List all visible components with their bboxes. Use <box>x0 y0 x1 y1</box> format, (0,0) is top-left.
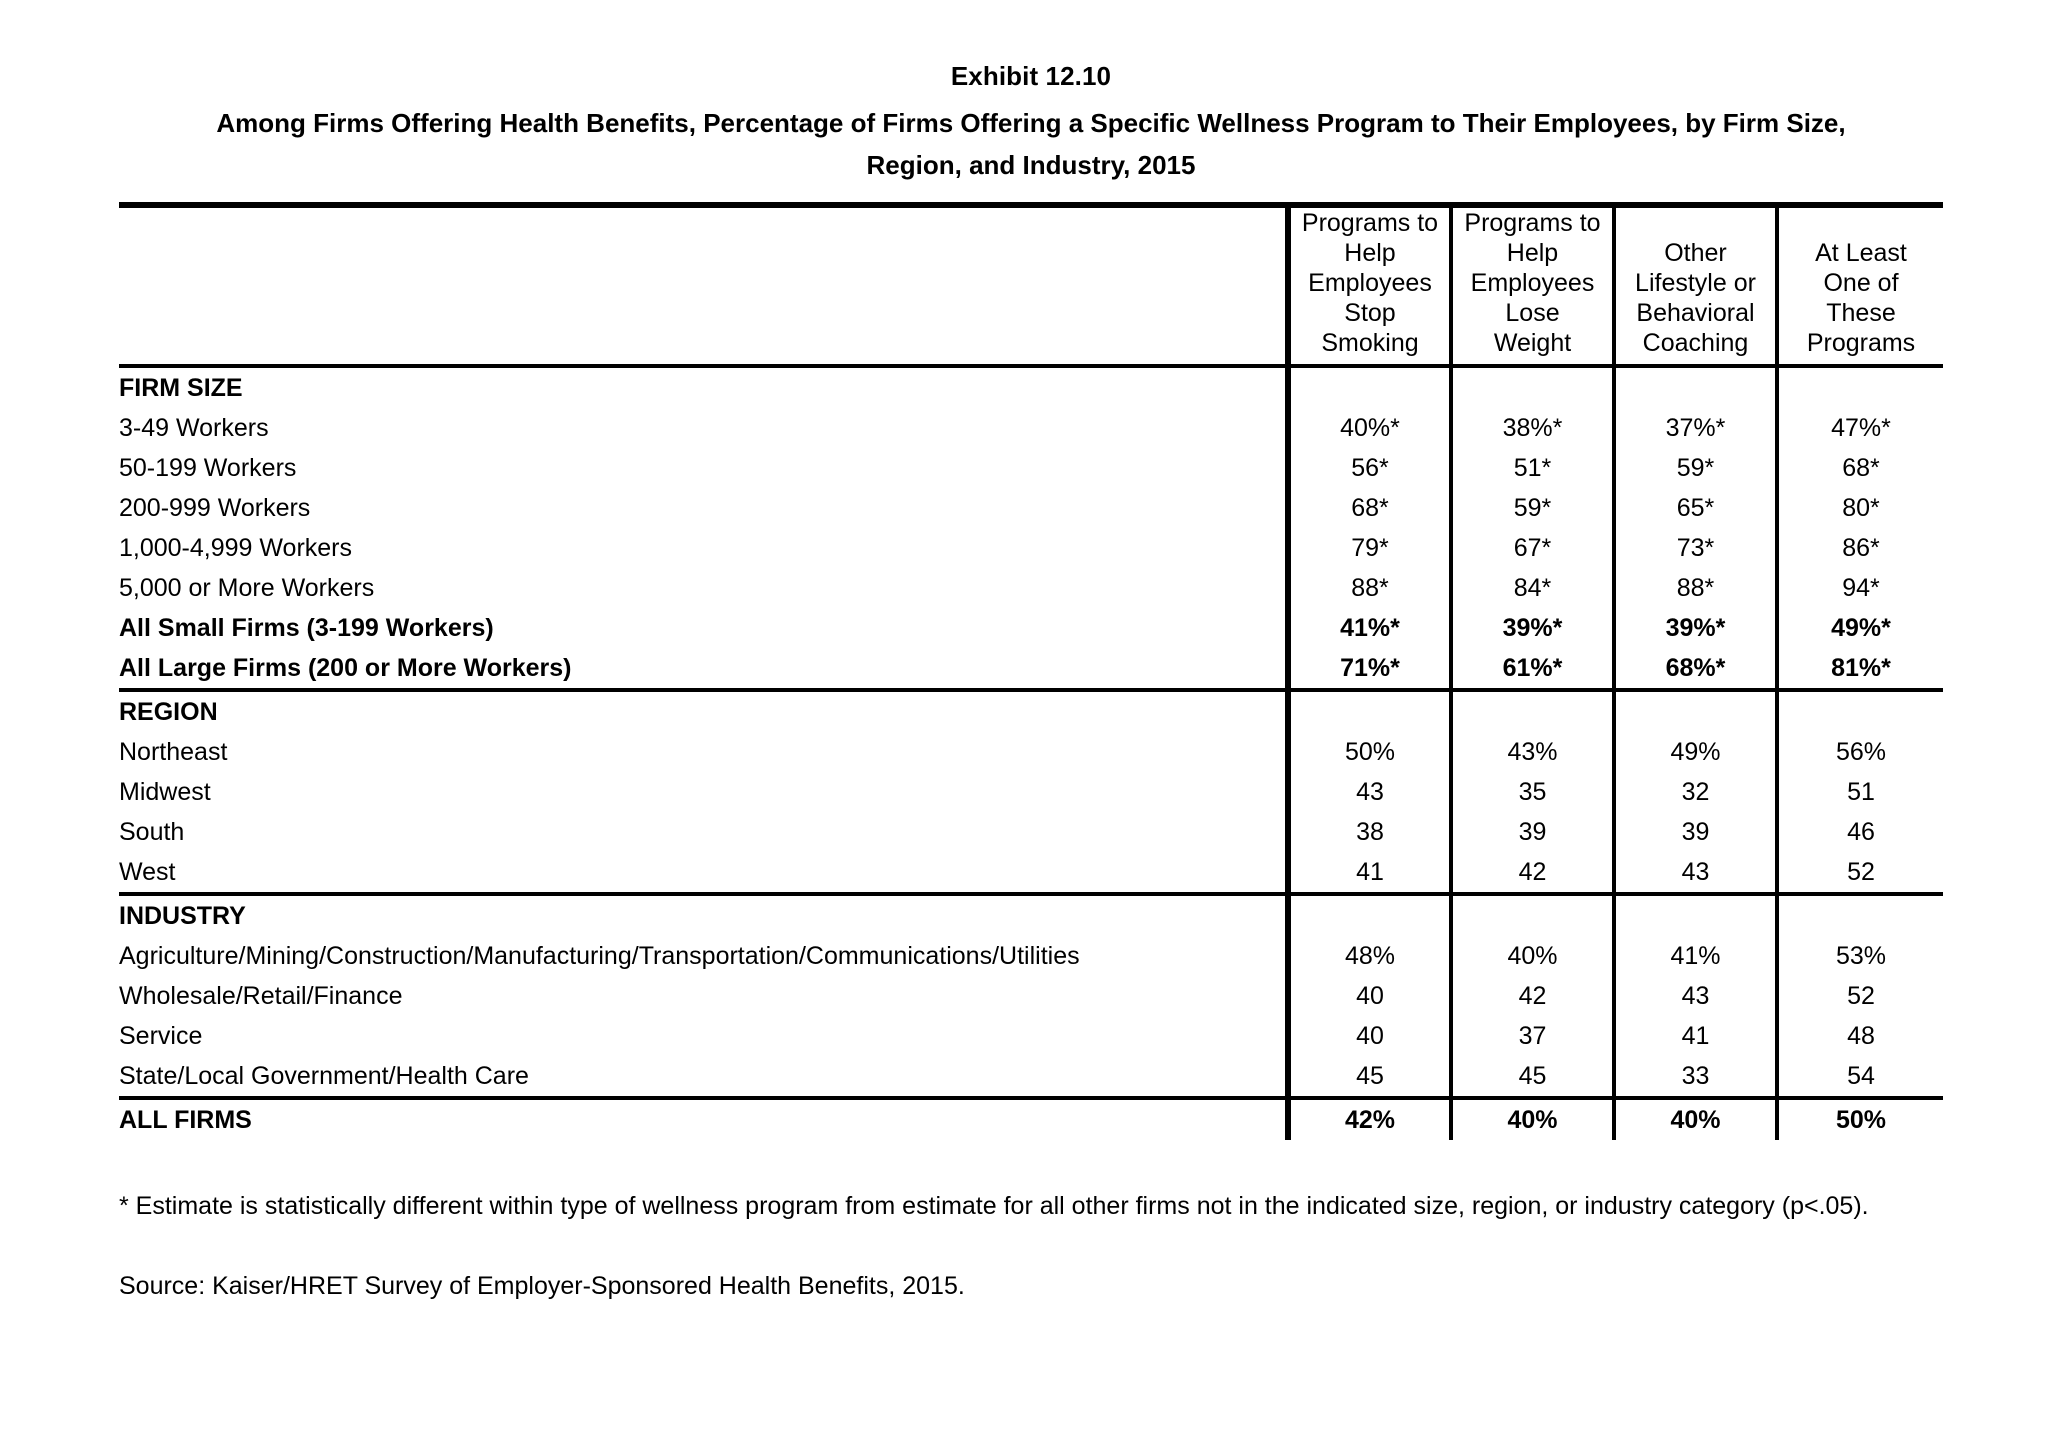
page-title-line-2: Region, and Industry, 2015 <box>866 150 1196 180</box>
hdr-line: Stop <box>1344 299 1396 327</box>
table-row <box>119 608 1943 648</box>
row-value: 67* <box>1451 528 1614 568</box>
row-value: 33 <box>1614 1056 1777 1098</box>
row-label: Service <box>119 1022 203 1050</box>
cell-empty <box>1777 368 1943 408</box>
table-row <box>119 1056 1943 1098</box>
row-value: 39 <box>1451 812 1614 852</box>
hdr-line: Behavioral <box>1636 299 1755 327</box>
row-label: 3-49 Workers <box>119 414 269 442</box>
table-row <box>119 568 1943 608</box>
total-row-value: 42% <box>1288 1100 1451 1140</box>
row-value: 38 <box>1288 812 1451 852</box>
row-value: 68* <box>1777 448 1943 488</box>
row-value: 43 <box>1614 852 1777 894</box>
row-value: 59* <box>1614 448 1777 488</box>
row-value: 51* <box>1451 448 1614 488</box>
cell-empty <box>1777 692 1943 732</box>
hdr-line: Programs to <box>1464 209 1601 237</box>
row-value: 59* <box>1451 488 1614 528</box>
table-row <box>119 852 1943 894</box>
row-value: 39%* <box>1614 608 1777 648</box>
row-value: 52 <box>1777 852 1943 894</box>
hdr-line: Help <box>1506 239 1559 267</box>
section-heading-row-firm-size <box>119 368 1943 408</box>
hdr-line: Programs <box>1806 329 1916 357</box>
cell-empty <box>1777 896 1943 936</box>
hdr-line: Smoking <box>1321 329 1419 357</box>
hdr-line: Coaching <box>1642 329 1749 357</box>
section-heading-row-region <box>119 692 1943 732</box>
total-row-value: 40% <box>1614 1100 1777 1140</box>
row-value: 40% <box>1451 936 1614 976</box>
title-block <box>0 0 2062 186</box>
row-value: 45 <box>1288 1056 1451 1098</box>
row-label: All Large Firms (200 or More Workers) <box>119 654 572 682</box>
footnote: * Estimate is statistically different within type of wellness program from estimate for all other firms not in the indicated size, region, or industry category (p<.05). <box>119 1192 1869 1220</box>
row-value: 80* <box>1777 488 1943 528</box>
page-title <box>131 102 1931 186</box>
row-value: 86* <box>1777 528 1943 568</box>
row-value: 43 <box>1288 772 1451 812</box>
row-value: 56% <box>1777 732 1943 772</box>
row-value: 32 <box>1614 772 1777 812</box>
row-label: Midwest <box>119 778 211 806</box>
hdr-line: One of <box>1823 269 1899 297</box>
hdr-line: Help <box>1344 239 1396 267</box>
cell-empty <box>1614 896 1777 936</box>
exhibit-table-wrap <box>119 202 1943 1140</box>
cell-empty <box>1288 692 1451 732</box>
row-value: 68%* <box>1614 648 1777 690</box>
table-row <box>119 1016 1943 1056</box>
row-label-header <box>119 208 1288 366</box>
row-label: All Small Firms (3-199 Workers) <box>119 614 494 642</box>
row-value: 48% <box>1288 936 1451 976</box>
row-value: 49%* <box>1777 608 1943 648</box>
row-value: 88* <box>1614 568 1777 608</box>
table-row <box>119 772 1943 812</box>
table-row <box>119 488 1943 528</box>
row-value: 79* <box>1288 528 1451 568</box>
hdr-line: Lose <box>1505 299 1560 327</box>
row-value: 47%* <box>1777 408 1943 448</box>
cell-empty <box>1451 692 1614 732</box>
table-header-row <box>119 208 1943 366</box>
cell-empty <box>1451 368 1614 408</box>
section-heading-firm-size: FIRM SIZE <box>119 374 243 402</box>
hdr-line: Other <box>1664 239 1727 267</box>
row-label: Agriculture/Mining/Construction/Manufacturing/Transportation/Communications/Utilities <box>119 942 1080 970</box>
notes-block <box>119 1140 1943 1306</box>
row-value: 39 <box>1614 812 1777 852</box>
row-value: 41% <box>1614 936 1777 976</box>
total-row-value: 40% <box>1451 1100 1614 1140</box>
hdr-line: Weight <box>1493 329 1572 357</box>
row-label: 1,000-4,999 Workers <box>119 534 352 562</box>
table-row <box>119 528 1943 568</box>
source-note: Source: Kaiser/HRET Survey of Employer-Sponsored Health Benefits, 2015. <box>119 1272 965 1300</box>
row-value: 51 <box>1777 772 1943 812</box>
row-value: 73* <box>1614 528 1777 568</box>
row-label: State/Local Government/Health Care <box>119 1062 529 1090</box>
row-value: 37 <box>1451 1016 1614 1056</box>
cell-empty <box>1451 896 1614 936</box>
row-value: 50% <box>1288 732 1451 772</box>
row-value: 43% <box>1451 732 1614 772</box>
section-heading-row-industry <box>119 896 1943 936</box>
table-row <box>119 408 1943 448</box>
row-value: 40 <box>1288 976 1451 1016</box>
table-row <box>119 648 1943 690</box>
section-heading-industry: INDUSTRY <box>119 902 246 930</box>
row-value: 84* <box>1451 568 1614 608</box>
cell-empty <box>1614 692 1777 732</box>
column-header-stop-smoking <box>1288 208 1451 366</box>
row-label: South <box>119 818 185 846</box>
row-value: 48 <box>1777 1016 1943 1056</box>
row-value: 88* <box>1288 568 1451 608</box>
row-label: 50-199 Workers <box>119 454 297 482</box>
cell-empty <box>1288 368 1451 408</box>
row-value: 41 <box>1288 852 1451 894</box>
table-row <box>119 936 1943 976</box>
row-value: 42 <box>1451 852 1614 894</box>
row-label: 5,000 or More Workers <box>119 574 375 602</box>
cell-empty <box>1288 896 1451 936</box>
row-value: 41%* <box>1288 608 1451 648</box>
row-value: 46 <box>1777 812 1943 852</box>
row-value: 43 <box>1614 976 1777 1016</box>
row-value: 56* <box>1288 448 1451 488</box>
table-row <box>119 976 1943 1016</box>
table-row <box>119 732 1943 772</box>
hdr-line: At Least <box>1815 239 1907 267</box>
row-value: 81%* <box>1777 648 1943 690</box>
column-header-lose-weight <box>1451 208 1614 366</box>
row-value: 65* <box>1614 488 1777 528</box>
row-value: 53% <box>1777 936 1943 976</box>
row-value: 94* <box>1777 568 1943 608</box>
row-value: 45 <box>1451 1056 1614 1098</box>
row-value: 61%* <box>1451 648 1614 690</box>
row-value: 38%* <box>1451 408 1614 448</box>
total-row-label: ALL FIRMS <box>119 1106 252 1134</box>
row-value: 37%* <box>1614 408 1777 448</box>
row-value: 35 <box>1451 772 1614 812</box>
row-value: 41 <box>1614 1016 1777 1056</box>
hdr-line: These <box>1826 299 1896 327</box>
row-value: 40 <box>1288 1016 1451 1056</box>
exhibit-number: Exhibit 12.10 <box>950 61 1112 91</box>
page-title-line-1: Among Firms Offering Health Benefits, Percentage of Firms Offering a Specific Wellness Program to Their Employees, by Firm Size, <box>216 108 1846 138</box>
row-value: 68* <box>1288 488 1451 528</box>
row-value: 49% <box>1614 732 1777 772</box>
row-value: 42 <box>1451 976 1614 1016</box>
total-row-value: 50% <box>1777 1100 1943 1140</box>
column-header-at-least-one <box>1777 208 1943 366</box>
row-value: 39%* <box>1451 608 1614 648</box>
table-row <box>119 812 1943 852</box>
row-value: 52 <box>1777 976 1943 1016</box>
hdr-line: Lifestyle or <box>1635 269 1756 297</box>
hdr-line: Employees <box>1470 269 1595 297</box>
row-value: 71%* <box>1288 648 1451 690</box>
row-label: 200-999 Workers <box>119 494 311 522</box>
hdr-line: Employees <box>1308 269 1432 297</box>
row-label: West <box>119 858 176 886</box>
row-label: Wholesale/Retail/Finance <box>119 982 403 1010</box>
table-row <box>119 448 1943 488</box>
row-value: 54 <box>1777 1056 1943 1098</box>
exhibit-table <box>119 202 1943 1140</box>
section-heading-region: REGION <box>119 698 218 726</box>
column-header-behavioral-coaching <box>1614 208 1777 366</box>
hdr-line: Programs to <box>1301 209 1439 237</box>
row-label: Northeast <box>119 738 228 766</box>
total-row <box>119 1100 1943 1140</box>
row-value: 40%* <box>1288 408 1451 448</box>
cell-empty <box>1614 368 1777 408</box>
